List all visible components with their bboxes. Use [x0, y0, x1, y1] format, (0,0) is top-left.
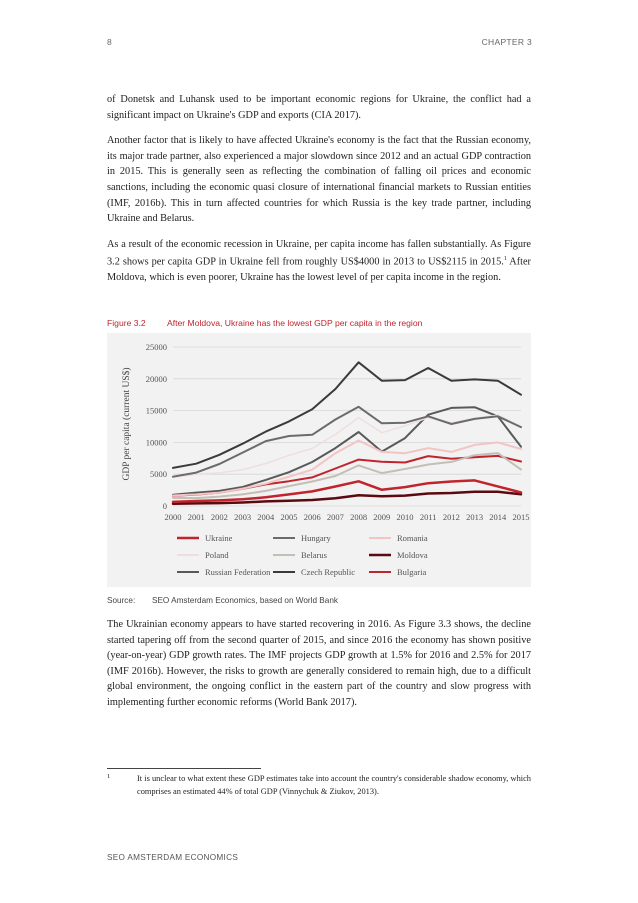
- paragraph: of Donetsk and Luhansk used to be important economic regions for Ukraine, the conflict had a significant impact on Ukraine's GDP and exports (CIA 2017).: [107, 94, 531, 121]
- x-tick-label: 2004: [257, 512, 275, 522]
- paragraph: Another factor that is likely to have affected Ukraine's economy is the fact that the Russian economy, its major trade partner, also experienced a major slowdown since 2012 and an actual GDP contraction in 2015. This is generally seen as reflecting the combination of falling oil prices and economic sanctions, including the economic quasi closure of international financial markets to Russian entities (IMF, 2016b). This in turn affected countries for which Russia is the key trade partner, including Ukraine and Belarus.: [107, 135, 531, 225]
- footnote-divider: [107, 768, 261, 769]
- x-tick-label: 2000: [164, 512, 182, 522]
- body-text-bottom: [107, 617, 531, 721]
- legend-label: Czech Republic: [301, 567, 356, 577]
- legend-label: Romania: [397, 533, 428, 543]
- legend-label: Ukraine: [205, 533, 233, 543]
- y-tick-label: 0: [162, 501, 167, 511]
- source-label: Source:: [107, 596, 136, 605]
- body-text-top: [107, 92, 531, 296]
- footnote: [107, 773, 531, 798]
- y-tick-label: 25000: [145, 342, 167, 352]
- legend-label: Russian Federation: [205, 567, 271, 577]
- x-tick-label: 2001: [187, 512, 205, 522]
- series-line-romania: [173, 441, 521, 496]
- x-tick-label: 2008: [350, 512, 368, 522]
- y-tick-label: 5000: [150, 469, 167, 480]
- legend-label: Hungary: [301, 533, 331, 543]
- page-footer: SEO AMSTERDAM ECONOMICS: [107, 853, 239, 862]
- x-tick-label: 2005: [280, 512, 298, 522]
- page-number: 8: [107, 37, 113, 47]
- chart-panel: [107, 333, 531, 587]
- x-tick-label: 2009: [373, 512, 391, 522]
- legend-label: Belarus: [301, 550, 327, 560]
- x-tick-label: 2012: [442, 512, 460, 522]
- figure-caption: [107, 318, 422, 328]
- y-axis-label: GDP per capita (current US$): [122, 367, 132, 481]
- x-tick-label: 2003: [234, 512, 252, 522]
- footnote-text: It is unclear to what extent these GDP estimates take into account the country's considerable shadow economy, which comprises an estimated 44% of total GDP (Vinnychuk & Ziukov, 2013).: [137, 774, 531, 796]
- y-tick-label: 10000: [145, 437, 167, 448]
- legend-label: Poland: [205, 550, 229, 560]
- footnote-reference[interactable]: 1: [503, 256, 507, 263]
- series-line-czech-republic: [173, 362, 521, 468]
- x-tick-label: 2006: [303, 512, 321, 522]
- series-line-moldova: [173, 492, 521, 504]
- legend-label: Moldova: [397, 550, 428, 560]
- footnote-mark: 1: [107, 773, 111, 780]
- legend-label: Bulgaria: [397, 567, 427, 577]
- x-tick-label: 2002: [210, 512, 228, 522]
- x-tick-label: 2014: [489, 512, 507, 522]
- figure-title: After Moldova, Ukraine has the lowest GDP per capita in the region: [167, 318, 423, 328]
- figure-source: [107, 596, 338, 605]
- gdp-per-capita-chart: [107, 333, 531, 587]
- paragraph: The Ukrainian economy appears to have started recovering in 2016. As Figure 3.3 shows, the decline started tapering off from the second quarter of 2015, and since 2016 the economy has shown positive (year-on-year) GDP growth rates. The IMF projects GDP growth at 1.5% for 2016 and 2.5% for 2017 (IMF 2016b). However, the risks to growth are generally considered to remain high, due to a difficult global environment, the ongoing conflict in the eastern part of the country and slow progress with implementing further economic reforms (World Bank 2017).: [107, 619, 531, 708]
- y-tick-label: 15000: [145, 405, 167, 416]
- paragraph-text: As a result of the economic recession in Ukraine, per capita income has fallen substantially. As Figure 3.2 shows per capita GDP in Ukraine fell from roughly US$4000 in 2013 to US$2115 in 2015.: [107, 238, 531, 268]
- y-tick-label: 20000: [145, 373, 167, 384]
- figure-number: Figure 3.2: [107, 318, 146, 328]
- paragraph: [107, 237, 531, 286]
- x-tick-label: 2013: [466, 512, 484, 522]
- source-text: SEO Amsterdam Economics, based on World Bank: [152, 596, 338, 605]
- x-tick-label: 2011: [419, 512, 437, 522]
- series-line-hungary: [173, 407, 521, 477]
- x-tick-label: 2010: [396, 512, 414, 522]
- x-tick-label: 2015: [512, 512, 530, 522]
- chapter-header: CHAPTER 3: [481, 37, 532, 47]
- x-tick-label: 2007: [326, 512, 344, 522]
- paragraph-text: After Moldova, which is even poorer, Ukraine has the lowest level of per capita income in the region.: [107, 256, 531, 284]
